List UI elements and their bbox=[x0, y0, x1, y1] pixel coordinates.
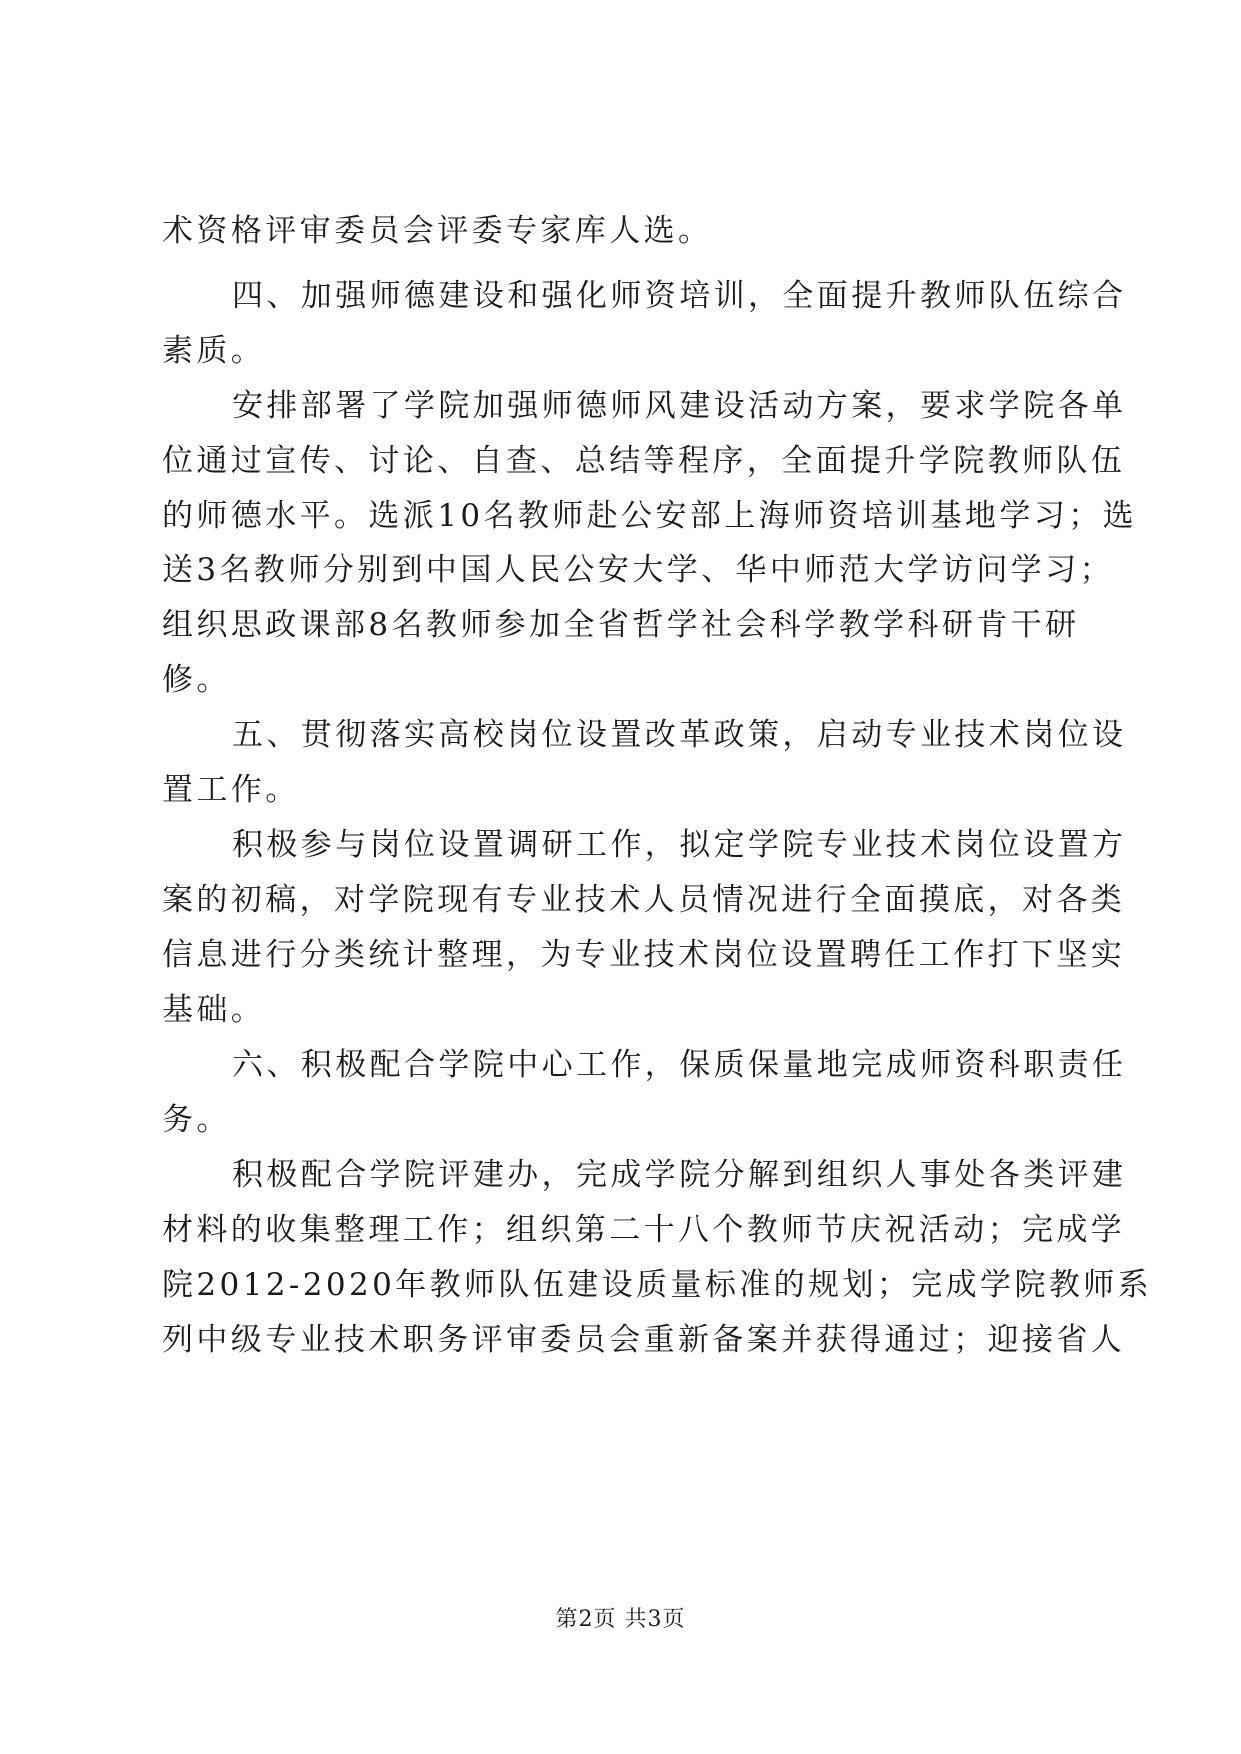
text-line: 位通过宣传、讨论、自查、总结等程序，全面提升学院教师队伍 bbox=[162, 443, 1126, 479]
section-heading-line: 务。 bbox=[162, 1102, 231, 1138]
text-line: 院2012-2020年教师队伍建设质量标准的规划；完成学院教师系 bbox=[162, 1267, 1153, 1303]
text-line: 术资格评审委员会评委专家库人选。 bbox=[162, 213, 713, 249]
text-line: 的师德水平。选派10名教师赴公安部上海师资培训基地学习；选 bbox=[162, 498, 1138, 534]
section-heading-line: 五、贯彻落实高校岗位设置改革政策，启动专业技术岗位设 bbox=[232, 717, 1127, 753]
text-line: 案的初稿，对学院现有专业技术人员情况进行全面摸底，对各类 bbox=[162, 882, 1126, 918]
section-heading-line: 素质。 bbox=[162, 333, 266, 369]
section-heading-line: 四、加强师德建设和强化师资培训，全面提升教师队伍综合 bbox=[232, 278, 1127, 314]
text-line: 组织思政课部8名教师参加全省哲学社会科学教学科研肯干研 bbox=[162, 607, 1080, 643]
page-footer: 第2页 共3页 bbox=[555, 1607, 686, 1632]
text-line: 积极配合学院评建办，完成学院分解到组织人事处各类评建 bbox=[232, 1157, 1127, 1193]
text-line: 列中级专业技术职务评审委员会重新备案并获得通过；迎接省人 bbox=[162, 1322, 1126, 1358]
text-line: 基础。 bbox=[162, 992, 266, 1028]
text-line: 送3名教师分别到中国人民公安大学、华中师范大学访问学习； bbox=[162, 552, 1114, 588]
text-line: 安排部署了学院加强师德师风建设活动方案，要求学院各单 bbox=[232, 388, 1127, 424]
section-heading-line: 置工作。 bbox=[162, 772, 300, 808]
text-line: 材料的收集整理工作；组织第二十八个教师节庆祝活动；完成学 bbox=[162, 1212, 1126, 1248]
text-line: 信息进行分类统计整理，为专业技术岗位设置聘任工作打下坚实 bbox=[162, 937, 1126, 973]
section-heading-line: 六、积极配合学院中心工作，保质保量地完成师资科职责任 bbox=[232, 1047, 1127, 1083]
text-line: 修。 bbox=[162, 662, 231, 698]
text-line: 积极参与岗位设置调研工作，拟定学院专业技术岗位设置方 bbox=[232, 827, 1127, 863]
